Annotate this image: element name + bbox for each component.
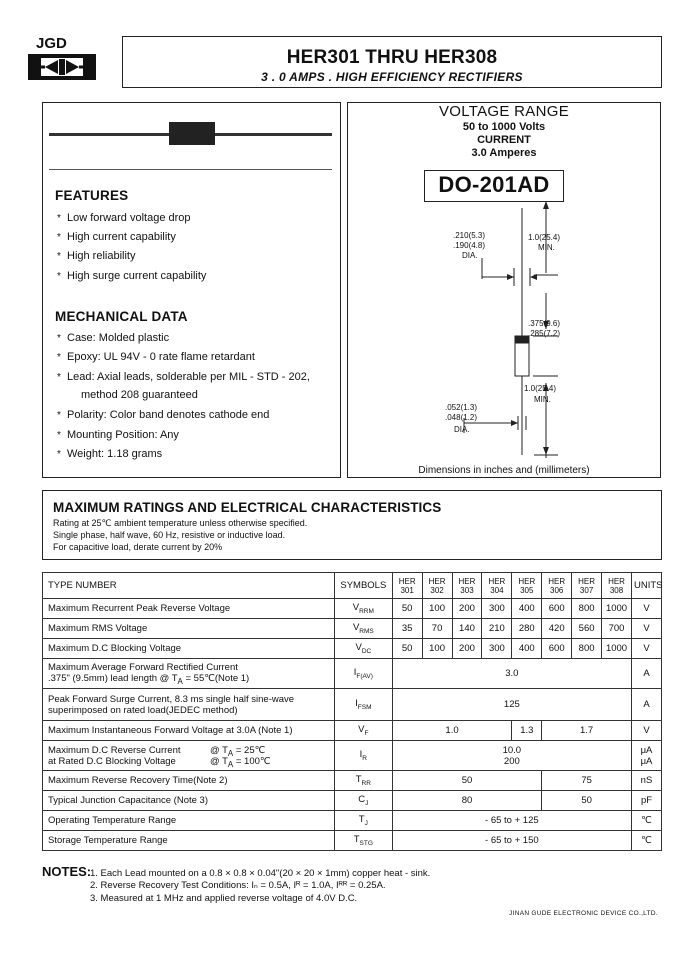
value-cell: 800	[572, 639, 602, 659]
table-row	[43, 721, 662, 741]
value-cell: 600	[542, 599, 572, 619]
value-cell: 3.0	[392, 659, 631, 689]
param-label: Maximum D.C Blocking Voltage	[43, 639, 335, 659]
param-label: Maximum Average Forward Rectified Current .375" (9.5mm) lead length @ $T_A$ = 55℃(Note 1)	[43, 659, 335, 689]
mechanical-heading: MECHANICAL DATA	[55, 309, 188, 324]
value-cell: 400	[512, 639, 542, 659]
value-cell: 560	[572, 619, 602, 639]
value-cell: 1000	[602, 639, 632, 659]
current-label: CURRENT	[477, 134, 531, 146]
value-cell: 50	[392, 771, 542, 791]
part-header: HER 304	[482, 573, 512, 599]
voltage-range-title: VOLTAGE RANGE	[438, 103, 570, 120]
table-row	[43, 831, 662, 851]
value-cell: 70	[422, 619, 452, 639]
param-label: Maximum D.C Reverse Current @ $T_A$ = 25℃ at Rated D.C Blocking Voltage @ $T_A$ = 100℃	[43, 741, 335, 771]
features-panel	[42, 102, 341, 478]
dim-dia2-label: DIA.	[454, 425, 470, 434]
company-footer: JINAN GUDE ELECTRONIC DEVICE CO.,LTD.	[509, 910, 658, 917]
value-cell: 100	[422, 639, 452, 659]
value-cell: 600	[542, 639, 572, 659]
company-logo	[26, 35, 108, 83]
type-number-header: TYPE NUMBER	[43, 573, 335, 599]
table-row	[43, 689, 662, 721]
page-subtitle: 3 . 0 AMPS . HIGH EFFICIENCY RECTIFIERS	[261, 70, 523, 84]
symbols-header: SYMBOLS	[334, 573, 392, 599]
table-row	[43, 771, 662, 791]
feature-item: * Low forward voltage drop	[57, 212, 191, 224]
param-label: Typical Junction Capacitance (Note 3)	[43, 791, 335, 811]
dimension-drawing	[348, 103, 662, 479]
mechanical-item: * Epoxy: UL 94V - 0 rate flame retardant	[57, 351, 255, 363]
unit-cell: V	[631, 619, 661, 639]
specifications-table	[42, 572, 662, 851]
value-cell: 50	[542, 791, 632, 811]
part-header: HER 307	[572, 573, 602, 599]
title-box	[122, 36, 662, 88]
dim-lead2-min: MIN.	[534, 395, 551, 404]
param-symbol: $T_J$	[334, 811, 392, 831]
value-cell: 100	[422, 599, 452, 619]
param-symbol: $V_{DC}$	[334, 639, 392, 659]
table-header-row	[43, 573, 662, 599]
dim-lead-length: 1.0(25.4)	[528, 233, 561, 242]
feature-item: * High reliability	[57, 250, 136, 262]
value-cell: 200	[452, 639, 482, 659]
notes-label: NOTES:	[42, 864, 92, 879]
ratings-title: MAXIMUM RATINGS AND ELECTRICAL CHARACTERISTICS	[53, 500, 442, 515]
value-cell: 1000	[602, 599, 632, 619]
unit-cell: pF	[631, 791, 661, 811]
value-cell: 420	[542, 619, 572, 639]
value-cell: - 65 to + 150	[392, 831, 631, 851]
dim-dia-body-min: .190(4.8)	[453, 241, 486, 250]
part-header: HER 308	[602, 573, 632, 599]
value-cell: 210	[482, 619, 512, 639]
param-symbol: $I_{FSM}$	[334, 689, 392, 721]
dim-lead2-length: 1.0(25.4)	[524, 384, 557, 393]
param-symbol: $V_{RMS}$	[334, 619, 392, 639]
features-heading: FEATURES	[55, 188, 129, 203]
unit-cell: A	[631, 659, 661, 689]
feature-item: * High surge current capability	[57, 270, 207, 282]
page-title: HER301 THRU HER308	[286, 47, 498, 68]
part-header: HER 305	[512, 573, 542, 599]
mechanical-item: * Mounting Position: Any	[57, 429, 179, 441]
note-item: 2. Reverse Recovery Test Conditions: Iₙ = 0.5A, Iᴿ = 1.0A, Iᴿᴿ = 0.25A.	[90, 880, 386, 891]
value-cell: 400	[512, 599, 542, 619]
value-cell: 700	[602, 619, 632, 639]
unit-cell: V	[631, 639, 661, 659]
param-label: Maximum Recurrent Peak Reverse Voltage	[43, 599, 335, 619]
part-header: HER 302	[422, 573, 452, 599]
param-label: Storage Temperature Range	[43, 831, 335, 851]
table-row	[43, 811, 662, 831]
unit-cell: V	[631, 721, 661, 741]
param-label: Peak Forward Surge Current, 8.3 ms single half sine-wave superimposed on rated load(JEDEC method)	[43, 689, 335, 721]
value-cell: 35	[392, 619, 422, 639]
param-symbol: $C_J$	[334, 791, 392, 811]
ratings-note: Rating at 25℃ ambient temperature unless otherwise specified.	[53, 518, 308, 528]
value-cell: - 65 to + 125	[392, 811, 631, 831]
table-row	[43, 791, 662, 811]
mechanical-item: * Case: Molded plastic	[57, 332, 170, 344]
table-row	[43, 639, 662, 659]
value-cell: 200	[452, 599, 482, 619]
current-value: 3.0 Amperes	[471, 147, 537, 159]
table-row	[43, 741, 662, 771]
diode-body	[169, 122, 215, 145]
unit-cell: V	[631, 599, 661, 619]
value-cell: 125	[392, 689, 631, 721]
table-row	[43, 659, 662, 689]
note-item: 1. Each Lead mounted on a 0.8 × 0.8 × 0.04"(20 × 20 × 1mm) copper heat - sink.	[90, 868, 431, 879]
value-cell: 50	[392, 639, 422, 659]
unit-cell: ℃	[631, 811, 661, 831]
value-cell: 1.0	[392, 721, 512, 741]
ratings-note: Single phase, half wave, 60 Hz, resistive or inductive load.	[53, 530, 286, 540]
dim-lead-min: MIN.	[538, 243, 555, 252]
value-cell: 1.3	[512, 721, 542, 741]
value-cell: 10.0 200	[392, 741, 631, 771]
dim-dia-body-max: .210(5.3)	[453, 231, 486, 240]
mechanical-item: * Weight: 1.18 grams	[57, 448, 163, 460]
part-header: HER 301	[392, 573, 422, 599]
dimensions-note: Dimensions in inches and (millimeters)	[418, 465, 590, 476]
mechanical-item: * Polarity: Color band denotes cathode end	[57, 409, 270, 421]
unit-cell: A	[631, 689, 661, 721]
package-name: DO-201AD	[424, 170, 564, 202]
unit-cell: ℃	[631, 831, 661, 851]
param-label: Maximum Reverse Recovery Time(Note 2)	[43, 771, 335, 791]
param-symbol: $T_{RR}$	[334, 771, 392, 791]
value-cell: 1.7	[542, 721, 632, 741]
diode-logo-icon	[28, 54, 96, 80]
dim-dia-label: DIA.	[462, 251, 478, 260]
part-header: HER 306	[542, 573, 572, 599]
package-panel	[347, 102, 661, 478]
table-row	[43, 619, 662, 639]
ratings-header-box	[42, 490, 662, 560]
dim-dia-lead-max: .052(1.3)	[445, 403, 478, 412]
param-label: Maximum RMS Voltage	[43, 619, 335, 639]
dim-body-length-max: .375(9.6)	[528, 319, 561, 328]
table-row	[43, 599, 662, 619]
feature-item: * High current capability	[57, 231, 176, 243]
part-header: HER 303	[452, 573, 482, 599]
voltage-range-value: 50 to 1000 Volts	[462, 121, 546, 133]
value-cell: 80	[392, 791, 542, 811]
value-cell: 280	[512, 619, 542, 639]
logo-text: JGD	[36, 35, 67, 52]
value-cell: 50	[392, 599, 422, 619]
note-item: 3. Measured at 1 MHz and applied reverse voltage of 4.0V D.C.	[90, 893, 358, 904]
value-cell: 300	[482, 639, 512, 659]
dim-dia-lead-min: .048(1.2)	[445, 413, 478, 422]
param-label: Operating Temperature Range	[43, 811, 335, 831]
value-cell: 75	[542, 771, 632, 791]
unit-cell: μA μA	[631, 741, 661, 771]
param-symbol: $T_{STG}$	[334, 831, 392, 851]
value-cell: 140	[452, 619, 482, 639]
unit-cell: nS	[631, 771, 661, 791]
divider	[49, 169, 332, 170]
param-symbol: $V_{RRM}$	[334, 599, 392, 619]
dim-body-length-min: .285(7.2)	[528, 329, 561, 338]
mechanical-item: * Lead: Axial leads, solderable per MIL - STD - 202,	[57, 371, 310, 383]
param-label: Maximum Instantaneous Forward Voltage at 3.0A (Note 1)	[43, 721, 335, 741]
value-cell: 300	[482, 599, 512, 619]
units-header: UNITS	[631, 573, 661, 599]
ratings-note: For capacitive load, derate current by 20%	[53, 542, 223, 552]
param-symbol: $I_R$	[334, 741, 392, 771]
value-cell: 800	[572, 599, 602, 619]
mechanical-item-cont: method 208 guaranteed	[81, 389, 198, 401]
param-symbol: $I_{F(AV)}$	[334, 659, 392, 689]
param-symbol: $V_F$	[334, 721, 392, 741]
